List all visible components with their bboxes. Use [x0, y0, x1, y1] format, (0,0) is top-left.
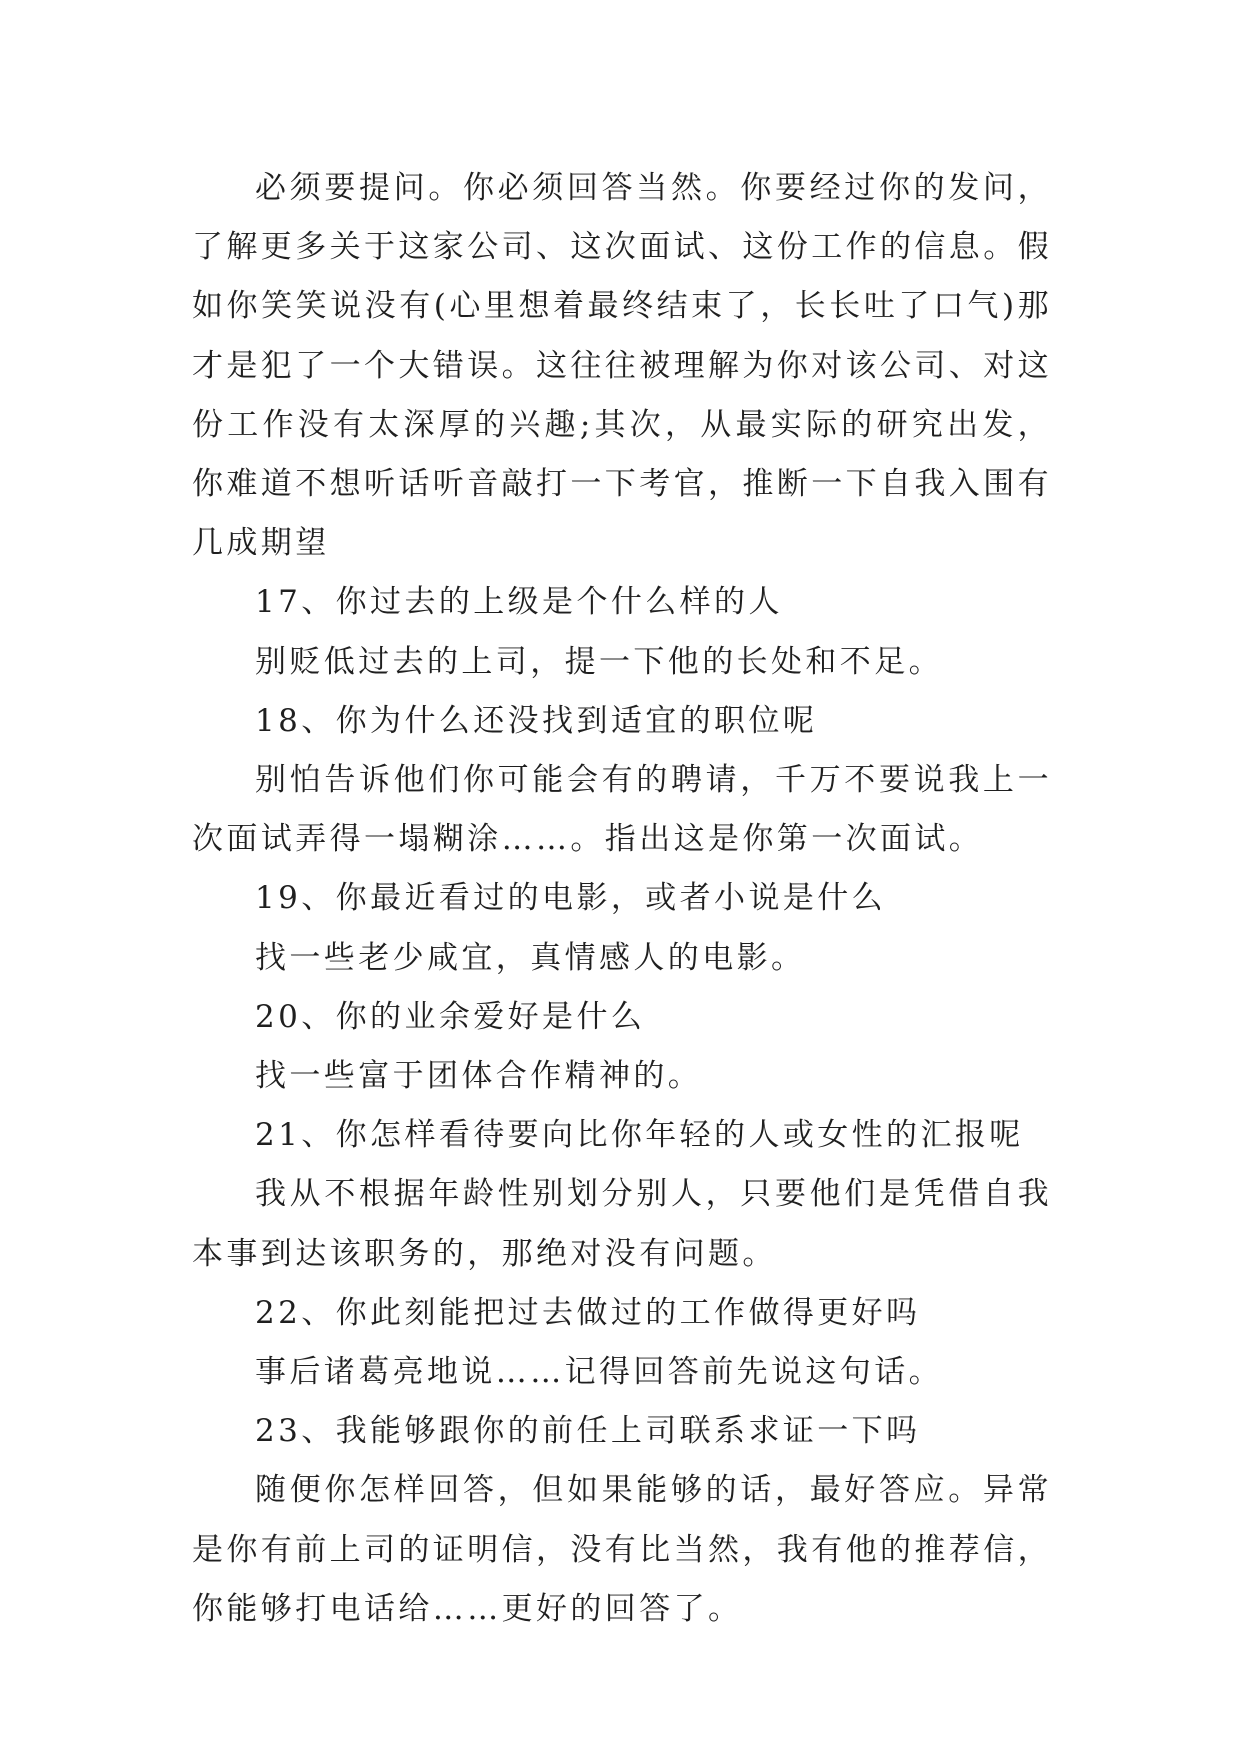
question-20: 20、你的业余爱好是什么 [255, 998, 646, 1035]
paragraph-answer-20: 找一些富于团体合作精神的。 [255, 1058, 703, 1095]
paragraph-answer-18: 别怕告诉他们你可能会有的聘请，千万不要说我上一次面试弄得一塌糊涂……。指出这是你第一次面试。 [192, 762, 1052, 858]
question-18: 18、你为什么还没找到适宜的职位呢 [255, 702, 818, 739]
paragraph-answer-21: 我从不根据年龄性别划分别人，只要他们是凭借自我本事到达该职务的，那绝对没有问题。 [192, 1176, 1052, 1272]
paragraph-answer-22: 事后诸葛亮地说……记得回答前先说这句话。 [255, 1354, 943, 1391]
question-17: 17、你过去的上级是个什么样的人 [255, 584, 783, 621]
paragraph-answer-16: 必须要提问。你必须回答当然。你要经过你的发问，了解更多关于这家公司、这次面试、这份工作的信息。假如你笑笑说没有(心里想着最终结束了，长长吐了口气)那才是犯了一个大错误。这往往被理解为你对该公司、对这份工作没有太深厚的兴趣;其次，从最实际的研究出发，你难道不想听话听音敲打一下考官，推断一下自我入围有几成期望 [192, 170, 1052, 562]
question-19: 19、你最近看过的电影，或者小说是什么 [255, 880, 887, 917]
question-21: 21、你怎样看待要向比你年轻的人或女性的汇报呢 [255, 1117, 1024, 1154]
paragraph-answer-19: 找一些老少咸宜，真情感人的电影。 [255, 939, 806, 976]
question-22: 22、你此刻能把过去做过的工作做得更好吗 [255, 1294, 921, 1331]
question-23: 23、我能够跟你的前任上司联系求证一下吗 [255, 1413, 921, 1450]
paragraph-answer-17: 别贬低过去的上司，提一下他的长处和不足。 [255, 643, 943, 680]
paragraph-answer-23: 随便你怎样回答，但如果能够的话，最好答应。异常是你有前上司的证明信，没有比当然，我有他的推荐信，你能够打电话给……更好的回答了。 [192, 1472, 1052, 1627]
document-body [192, 159, 1052, 1639]
